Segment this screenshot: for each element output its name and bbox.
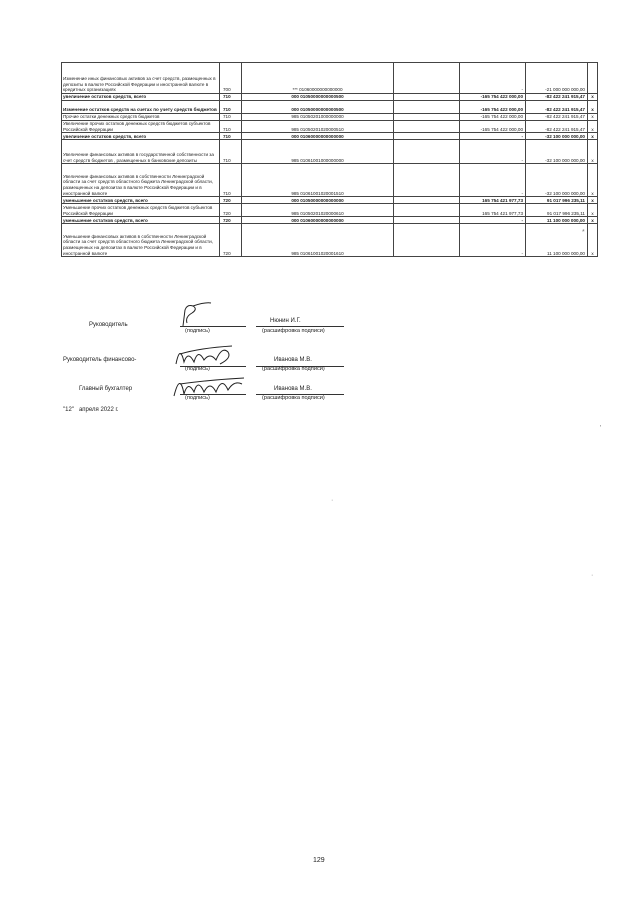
cell-code: 710 (220, 101, 242, 114)
cell-col6: x (588, 140, 598, 164)
cell-col4: -165 754 422 000,00 (460, 94, 526, 101)
financial-table (61, 62, 598, 257)
cell-col5: 91 017 996 235,11 (526, 204, 588, 217)
cell-col4: -165 754 422 000,00 (460, 121, 526, 133)
cell-col4: 165 754 421 977,73 (460, 197, 526, 204)
cell-code: 720 (220, 204, 242, 217)
cell-col4: - (460, 164, 526, 197)
cell-empty (394, 164, 460, 197)
cell-code: 720 (220, 197, 242, 204)
cell-empty (394, 121, 460, 133)
cell-col6: x (588, 164, 598, 197)
table-row (62, 204, 598, 217)
cell-col6: x (588, 204, 598, 217)
cell-col6: x (588, 224, 598, 257)
cell-code: 700 (220, 63, 242, 94)
date-day: "12" (63, 407, 74, 413)
cell-kbk: 000 01060000000000000 (242, 133, 394, 140)
cell-code: 710 (220, 133, 242, 140)
cell-col6: x (588, 121, 598, 133)
cell-col5: -82 422 241 915,47 (526, 114, 588, 121)
cell-kbk: *** 01060000000000000 (242, 63, 394, 94)
head-podpis: (подпись) (185, 328, 210, 334)
table-row (62, 224, 598, 257)
cell-name: увеличение остатков средств, всего (62, 133, 220, 140)
cell-col5: -82 422 241 915,47 (526, 121, 588, 133)
cell-col5: -82 422 241 915,47 (526, 94, 588, 101)
cell-col6 (588, 63, 598, 94)
cell-kbk: 000 01050000000000500 (242, 94, 394, 101)
cell-empty (394, 217, 460, 224)
cell-empty (394, 114, 460, 121)
fin-label: Руководитель финансово- (63, 357, 137, 363)
cell-name: уменьшение остатков средств, всего (62, 217, 220, 224)
table-row (62, 197, 598, 204)
table-row (62, 94, 598, 101)
date-line (63, 407, 119, 414)
cell-col4: -165 754 422 000,00 (460, 114, 526, 121)
cell-name: Увеличение финансовых активов в государственной собственности за счет средств бюджетов , размещенных в банковские депозиты (62, 140, 220, 164)
cell-kbk: 985 01061001000000000 (242, 140, 394, 164)
cell-name: уменьшение остатков средств, всего (62, 197, 220, 204)
cell-col4: 165 754 421 977,73 (460, 204, 526, 217)
cell-kbk: 000 01060000000000000 (242, 217, 394, 224)
cell-code: 720 (220, 224, 242, 257)
cell-col5: 91 017 996 235,11 (526, 197, 588, 204)
accountant-name: Иванова М.В. (274, 386, 312, 392)
cell-code: 710 (220, 94, 242, 101)
head-name: Нюнин И.Г. (270, 318, 301, 324)
cell-empty (394, 197, 460, 204)
scan-mark: · (331, 497, 334, 504)
table-row (62, 63, 598, 94)
cell-empty (394, 63, 460, 94)
cell-col6: x (588, 133, 598, 140)
table-row (62, 114, 598, 121)
table-row (62, 164, 598, 197)
fin-decode: (расшифровка подписи) (262, 366, 325, 372)
cell-kbk: 985 01050201020000610 (242, 204, 394, 217)
cell-name: Увеличение прочих остатков денежных средств бюджетов субъектов Российской Федерации (62, 121, 220, 133)
date-month: апреля (78, 407, 99, 413)
cell-name: Изменение иных финансовых активов за счет средств, размещенных в депозиты в валюте Российской Федерации и иностранной валюте в кредитных организациях (62, 63, 220, 94)
cell-kbk: 000 01050000000000500 (242, 101, 394, 114)
table-row (62, 217, 598, 224)
table-row (62, 101, 598, 114)
cell-col6: x (588, 94, 598, 101)
cell-col4: - (460, 224, 526, 257)
cell-col4: - (460, 133, 526, 140)
table-row (62, 133, 598, 140)
cell-col5: -82 422 241 915,47 (526, 101, 588, 114)
cell-empty (394, 101, 460, 114)
cell-empty (394, 204, 460, 217)
cell-kbk: 985 01061001020001510 (242, 164, 394, 197)
head-decode: (расшифровка подписи) (262, 328, 325, 334)
cell-kbk: 985 01050201000000000 (242, 114, 394, 121)
cell-kbk: 985 01061001020001610 (242, 224, 394, 257)
accountant-label: Главный бухгалтер (79, 386, 133, 392)
cell-col4: - (460, 140, 526, 164)
cell-code: 710 (220, 164, 242, 197)
cell-kbk: 985 01050201020000510 (242, 121, 394, 133)
cell-col5: -32 100 000 000,00 (526, 164, 588, 197)
accountant-decode: (расшифровка подписи) (262, 395, 325, 401)
table-row (62, 140, 598, 164)
cell-code: 720 (220, 217, 242, 224)
cell-empty (394, 133, 460, 140)
cell-name: Прочие остатки денежных средств бюджетов (62, 114, 220, 121)
cell-col5: -21 000 000 000,00 (526, 63, 588, 94)
cell-name: Уменьшение финансовых активов в собственности Ленинградской области за счет средств областного бюджета Ленинградской области, размещенных на депозитах в валюте Российской Федерации и в иностранной валюте (62, 224, 220, 257)
cell-col6: x (588, 217, 598, 224)
cell-code: 710 (220, 140, 242, 164)
cell-name: Увеличение финансовых активов в собственности Ленинградской области за счет средств областного бюджета Ленинградской области, размещенных на депозитах в валюте Российской Федерации и в иностранной валюте (62, 164, 220, 197)
scan-mark: · (591, 572, 594, 579)
fin-podpis: (подпись) (185, 366, 210, 372)
accountant-podpis: (подпись) (185, 395, 210, 401)
cell-col5: 11 100 000 000,00 (526, 224, 588, 257)
cell-col6: x (588, 114, 598, 121)
cell-code: 710 (220, 114, 242, 121)
scan-mark: ' (600, 425, 602, 432)
cell-empty (394, 140, 460, 164)
cell-empty (394, 224, 460, 257)
cell-col5: -32 100 000 000,00 (526, 140, 588, 164)
cell-name: увеличение остатков средств, всего (62, 94, 220, 101)
cell-col4: - (460, 217, 526, 224)
cell-name: Уменьшение прочих остатков денежных средств бюджетов субъектов Российской Федерации (62, 204, 220, 217)
date-year: 2022 г. (100, 407, 119, 413)
cell-col4: -165 754 422 000,00 (460, 101, 526, 114)
table-row (62, 121, 598, 133)
cell-col6: x (588, 197, 598, 204)
cell-empty (394, 94, 460, 101)
cell-kbk: 000 01050000000000000 (242, 197, 394, 204)
cell-col5: 11 100 000 000,00 (526, 217, 588, 224)
cell-col6: x (588, 101, 598, 114)
fin-name: Иванова М.В. (274, 357, 312, 363)
scan-mark: * (582, 229, 585, 236)
page-number: 129 (313, 857, 325, 864)
cell-name: Изменение остатков средств на счетах по учету средств бюджетов (62, 101, 220, 114)
cell-code: 710 (220, 121, 242, 133)
head-label: Руководитель (89, 322, 128, 328)
cell-col5: -32 100 000 000,00 (526, 133, 588, 140)
cell-col4: - (460, 63, 526, 94)
